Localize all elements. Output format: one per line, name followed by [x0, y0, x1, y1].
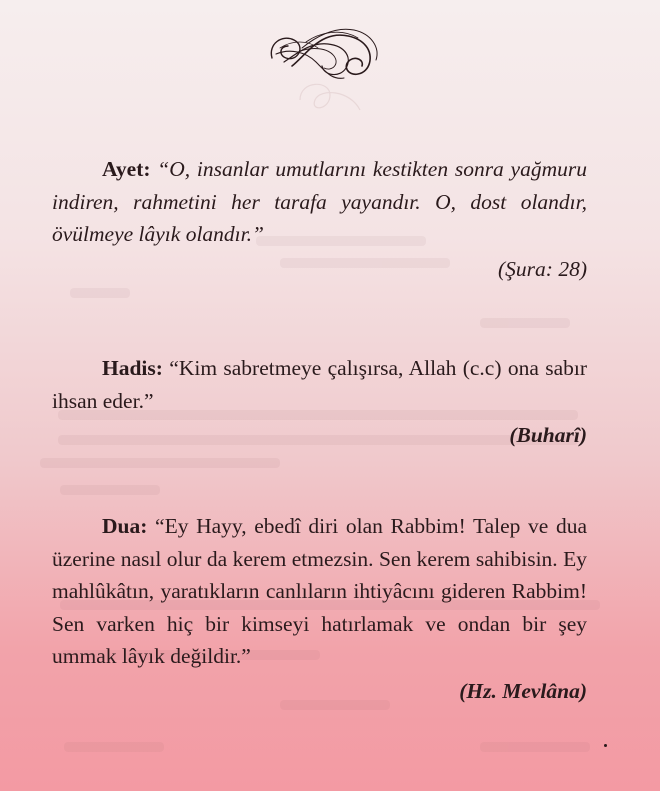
ayet-source: (Şura: 28)	[498, 256, 587, 281]
dua-text: “Ey Hayy, ebedî diri olan Rabbim! Talep ve dua üzerine nasıl olur da kerem etmezsin. Sen kerem sahibisin. Ey mahlûkâtın, yaratıkların canlıların ihtiyâcını gideren Rabbim! Sen varken hiç bir kimseyi hatırlamak ve ondan bir şey ummak lâyık değildir.”	[52, 514, 587, 668]
dua-source: (Hz. Mevlâna)	[459, 678, 587, 703]
hadis-paragraph	[52, 352, 587, 417]
ayet-text: “O, insanlar umutlarını kestikten sonra yağmuru indiren, rahmetini her tarafa yayandır. O, dost olandır, övülmeye lâyık olandır.”	[52, 157, 587, 246]
hadis-text: “Kim sabretmeye çalışırsa, Allah (c.c) ona sabır ihsan eder.”	[52, 356, 587, 413]
hadis-block	[52, 352, 587, 452]
dua-label: Dua:	[102, 514, 148, 538]
hadis-label: Hadis:	[102, 356, 163, 380]
ayet-paragraph	[52, 153, 587, 251]
dua-block	[52, 510, 587, 707]
calligraphic-flourish-icon	[262, 18, 388, 88]
ayet-block	[52, 153, 587, 285]
ayet-label: Ayet:	[102, 157, 151, 181]
dua-paragraph	[52, 510, 587, 673]
hadis-source: (Buharî)	[509, 423, 587, 447]
ink-speck	[604, 744, 607, 747]
